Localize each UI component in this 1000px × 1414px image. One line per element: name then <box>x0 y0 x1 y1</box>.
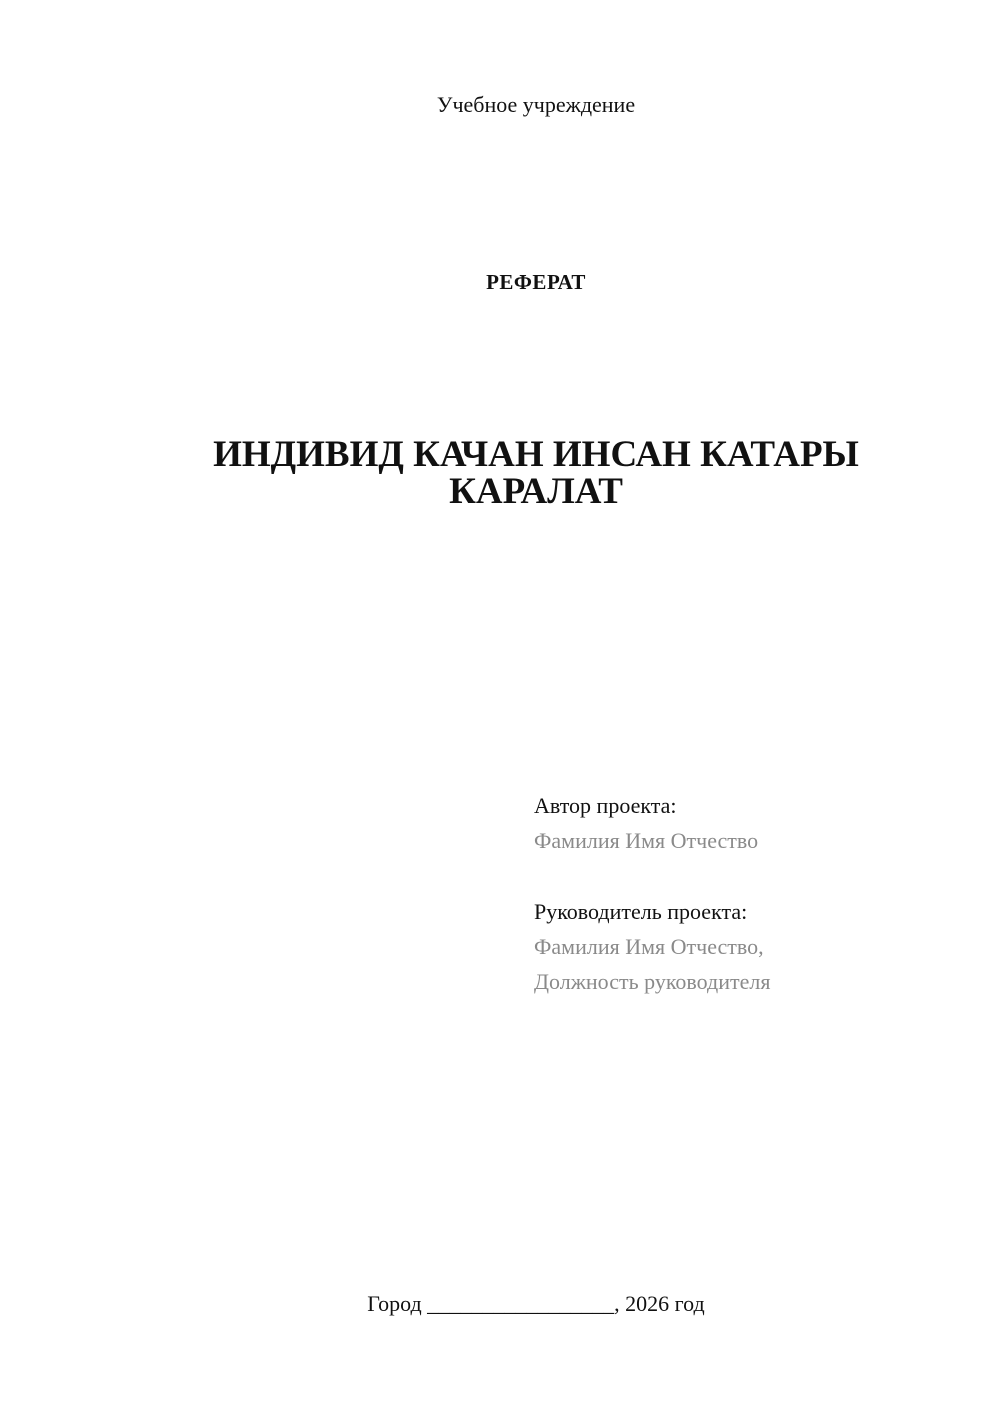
supervisor-name: Фамилия Имя Отчество, <box>534 934 764 959</box>
author-name: Фамилия Имя Отчество <box>534 828 759 853</box>
document-title-line-1: ИНДИВИД КАЧАН ИНСАН КАТАРЫ <box>213 434 859 475</box>
city-year-line: Город _________________, 2026 год <box>367 1291 705 1316</box>
supervisor-position: Должность руководителя <box>534 969 771 994</box>
document-title-line-2: КАРАЛАТ <box>449 471 623 512</box>
author-label: Автор проекта: <box>534 793 677 818</box>
authors-block <box>534 788 974 999</box>
supervisor-label: Руководитель проекта: <box>534 899 748 924</box>
document-type: РЕФЕРАТ <box>486 270 586 294</box>
spacer <box>534 858 974 894</box>
institution-name: Учебное учреждение <box>436 92 636 117</box>
document-title <box>140 436 932 510</box>
